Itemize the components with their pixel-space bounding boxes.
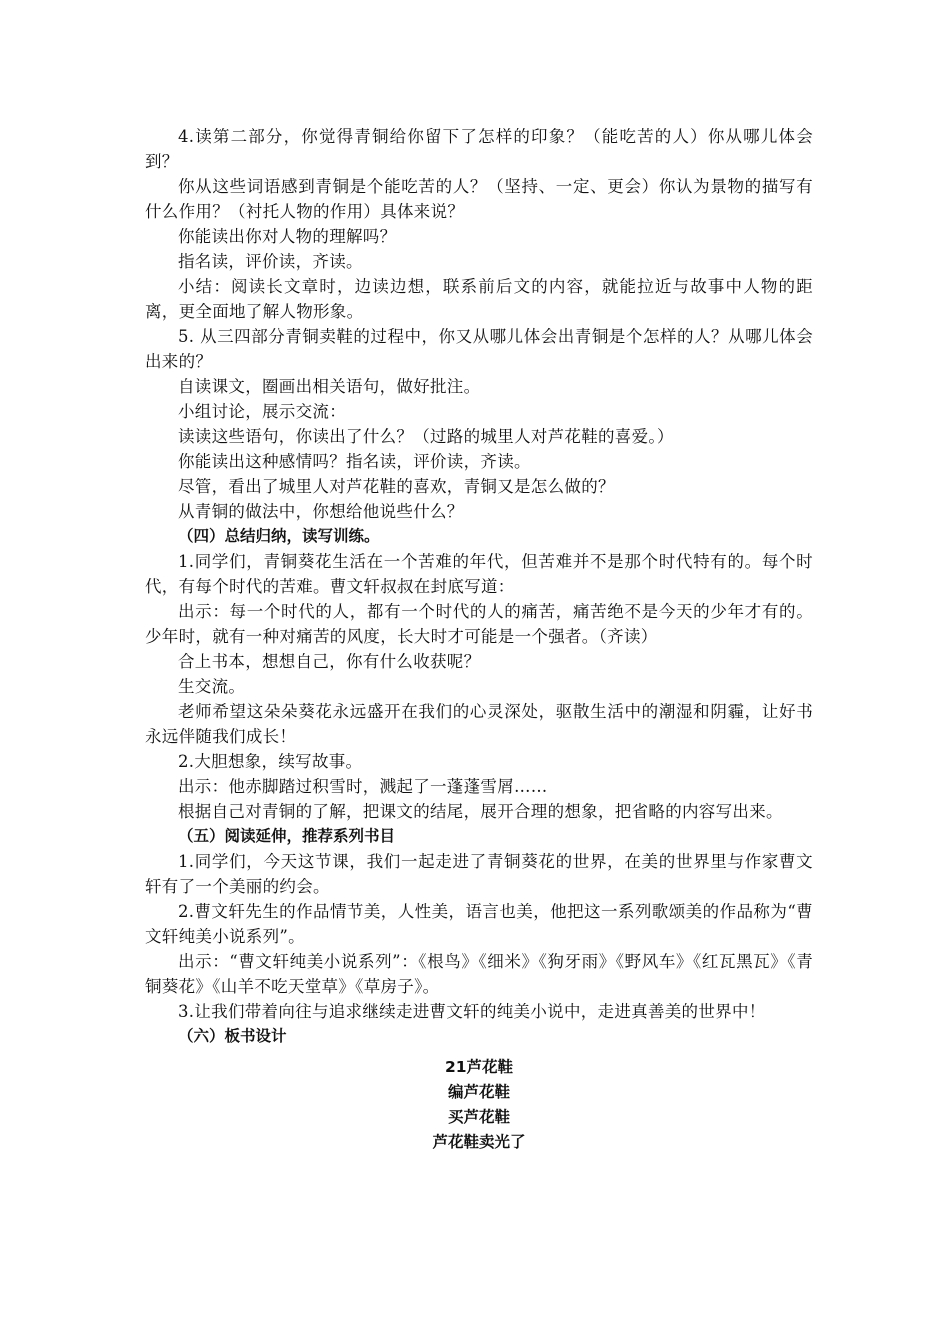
paragraph: 指名读，评价读，齐读。 (178, 252, 363, 271)
paragraph: 读读这些语句，你读出了什么？（过路的城里人对芦花鞋的喜爱。） (178, 427, 674, 446)
paragraph: 自读课文，圈画出相关语句，做好批注。 (178, 377, 481, 396)
paragraph: 5. 从三四部分青铜卖鞋的过程中，你又从哪儿体会出青铜是个怎样的人？从哪儿体会出来的？ (145, 327, 813, 371)
section-heading-4: （四）总结归纳，读写训练。 (178, 527, 380, 545)
blackboard-design (145, 1055, 813, 1155)
paragraph: 出示：他赤脚踏过积雪时，溅起了一蓬蓬雪屑…… (178, 777, 548, 796)
paragraph: 4.读第二部分，你觉得青铜给你留下了怎样的印象？（能吃苦的人）你从哪儿体会到？ (145, 127, 813, 171)
paragraph: 出示：“曹文轩纯美小说系列”：《根鸟》《细米》《狗牙雨》《野风车》《红瓦黑瓦》《青铜葵花》《山羊不吃天堂草》《草房子》。 (145, 952, 813, 996)
paragraph: 根据自己对青铜的了解，把课文的结尾，展开合理的想象，把省略的内容写出来。 (178, 802, 783, 821)
section-heading-5: （五）阅读延伸，推荐系列书目 (178, 827, 396, 845)
paragraph: 2.曹文轩先生的作品情节美，人性美，语言也美，他把这一系列歌颂美的作品称为“曹文轩纯美小说系列”。 (145, 902, 813, 946)
paragraph: 小组讨论，展示交流： (178, 402, 346, 421)
paragraph: 尽管，看出了城里人对芦花鞋的喜欢，青铜又是怎么做的？ (178, 477, 615, 496)
paragraph: 小结：阅读长文章时，边读边想，联系前后文的内容，就能拉近与故事中人物的距离，更全面地了解人物形象。 (145, 277, 813, 321)
paragraph: 3.让我们带着向往与追求继续走进曹文轩的纯美小说中，走进真善美的世界中！ (178, 1002, 766, 1021)
board-line: 买芦花鞋 (447, 1108, 510, 1126)
paragraph: 1.同学们，今天这节课，我们一起走进了青铜葵花的世界，在美的世界里与作家曹文轩有了一个美丽的约会。 (145, 852, 813, 896)
paragraph: 2.大胆想象，续写故事。 (178, 752, 363, 771)
paragraph: 你能读出这种感情吗？指名读，评价读，齐读。 (178, 452, 531, 471)
document-page (145, 124, 813, 1155)
paragraph: 老师希望这朵朵葵花永远盛开在我们的心灵深处，驱散生活中的潮湿和阴霾，让好书永远伴随我们成长！ (145, 702, 813, 746)
board-line: 芦花鞋卖光了 (432, 1133, 526, 1151)
paragraph: 你能读出你对人物的理解吗？ (178, 227, 397, 246)
paragraph: 生交流。 (178, 677, 246, 696)
paragraph: 从青铜的做法中，你想给他说些什么？ (178, 502, 464, 521)
paragraph: 你从这些词语感到青铜是个能吃苦的人？（坚持、一定、更会）你认为景物的描写有什么作用？（衬托人物的作用）具体来说？ (145, 177, 813, 221)
paragraph: 出示：每一个时代的人，都有一个时代的人的痛苦，痛苦绝不是今天的少年才有的。少年时，就有一种对痛苦的风度，长大时才可能是一个强者。（齐读） (145, 602, 813, 646)
board-line: 编芦花鞋 (447, 1083, 510, 1101)
paragraph: 1.同学们，青铜葵花生活在一个苦难的年代，但苦难并不是那个时代特有的。每个时代，有每个时代的苦难。曹文轩叔叔在封底写道： (145, 552, 813, 596)
board-title: 21芦花鞋 (444, 1058, 514, 1076)
paragraph: 合上书本，想想自己，你有什么收获呢？ (178, 652, 481, 671)
section-heading-6: （六）板书设计 (178, 1027, 287, 1045)
